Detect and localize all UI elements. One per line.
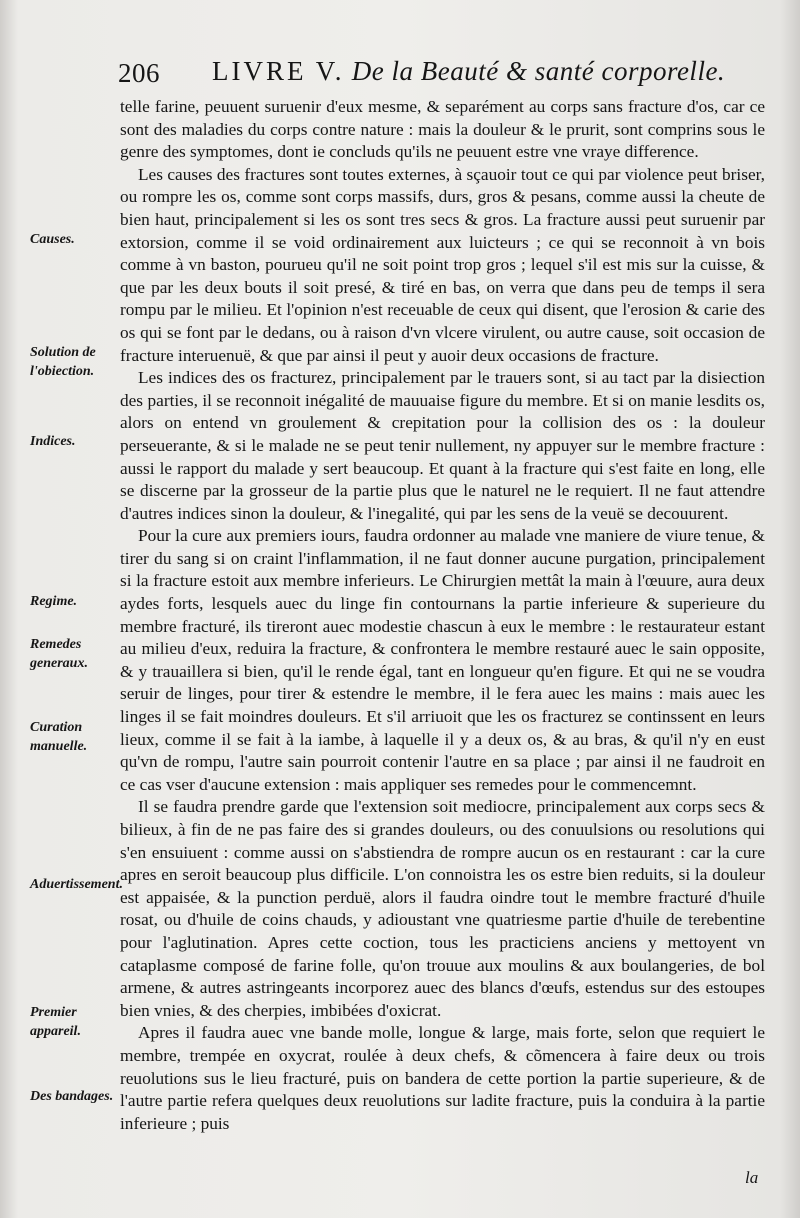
margin-note: Regime. xyxy=(30,594,78,609)
running-title xyxy=(212,56,725,87)
paragraph: Pour la cure aux premiers iours, faudra ordonner au malade vne maniere de viure tenue, & tirer du sang si on craint l'inflammation, il ne faut donner aucune purgation, principalement si la fracture estoit aux membre inferieurs. Le Chirurgien mettât la main à l'œuure, aura deux aydes forts, lesquels auec du linge fin contournans la partie inferieure & superieure du membre fracturé, ils tireront auec modestie chascun à eux le membre : le restaurateur estant au milieu d'eux, reduira la fracture, & confrontera le membre restauré auec le sain opposite, & y trauaillera si bien, qu'il le rende égal, tant en longueur qu'en figure. Et qui ne se voudra seruir de linges, pour tirer & estendre le membre, il le fera auec les mains : mais auec les linges il se fait moindres douleurs. Et s'il arriuoit que les os fracturez se continssent en leurs lieux, comme il se fait à la iambe, à laquelle il y a deux os, & au bras, & qu'il n'y en eust qu'vn de rompu, l'autre sain pourroit contenir l'autre en sa place ; par ainsi il ne faudroit en ce cas vser d'aucune extension : mais appliquer ses remedes pour le commencemnt. xyxy=(120,526,765,794)
page-number: 206 xyxy=(118,58,160,88)
margin-note: Des bandages. xyxy=(30,1089,114,1104)
paragraph: Apres il faudra auec vne bande molle, longue & large, mais forte, selon que requiert le membre, trempée en oxycrat, roulée à deux chefs, & cõmencera à faire deux ou trois reuolutions sus le lieu fracturé, puis on bandera de cette portion la partie superieure, & de l'autre partie refera quelques deux reuolutions sur ladite fracture, puis la conduira à la partie inferieure ; puis xyxy=(120,1023,765,1133)
margin-note: Indices. xyxy=(30,434,76,449)
margin-note: Remedes generaux. xyxy=(30,637,88,671)
body-text xyxy=(120,96,765,1135)
book-number: LIVRE V. xyxy=(212,56,345,86)
paragraph: Les indices des os fracturez, principalement par le trauers sont, si au tact par la disiection des parties, il se reconnoit inégalité de mauuaise figure du membre. Et si on manie lesdits os, alors on entend vn groulement & crepitation pour la collision des os : la douleur perseuerante, & si le malade ne se peut tenir nullement, ny appuyer sur le membre fracture : aussi le rapport du malade y sert beaucoup. Et quant à la fracture qui s'est faite en long, elle se discerne par la grosseur de la partie plus que le naturel ne le requiert. Il ne faut attendre d'autres indices sinon la douleur, & l'inegalité, qui par les sens de la veuë se decouurent. xyxy=(120,368,765,523)
paragraph: telle farine, peuuent suruenir d'eux mesme, & separément au corps sans fracture d'os, car ce sont des maladies du corps contre nature : mais la douleur & le prurit, sont comprins sous le genre des symptomes, dont ie concluds qu'ils ne peuuent estre vne vraye difference. xyxy=(120,97,765,162)
margin-note: Causes. xyxy=(30,232,75,247)
margin-note: Solution de l'obiection. xyxy=(30,345,96,379)
catchword: la xyxy=(745,1168,759,1187)
margin-note: Curation manuelle. xyxy=(30,720,88,754)
running-header xyxy=(118,56,778,94)
margin-note: Premier appareil. xyxy=(30,1005,81,1039)
paragraph: Il se faudra prendre garde que l'extension soit mediocre, principalement aux corps secs & bilieux, à fin de ne pas faire des si grandes douleurs, ou des conuulsions ou resolutions qui s'en ensuiuent : comme aussi on s'abstiendra de rompre aucun os en restaurant : car la cure apres en seroit beaucoup plus difficile. L'on connoistra les os estre bien reduits, si la douleur est appaisée, & la punction perduë, alors il faudra oindre tout le membre fracturé d'huile rosat, ou d'huile de coins chauds, y adioustant vne quatriesme partie d'huile de terebentine pour l'aglutination. Apres cette coction, tous les practiciens anciens y mettoyent vn cataplasme composé de farine folle, qu'on trouue aux moulins & aux boulangeries, de bol armene, & autres astringeants incorporez auec des blancs d'œufs, estendus sur des estoupes bien vnies, & des cherpies, imbibées d'oxicrat. xyxy=(120,797,765,1020)
margin-note: Aduertissement. xyxy=(30,877,123,892)
book-title: De la Beauté & santé corporelle. xyxy=(351,56,726,86)
paragraph: Les causes des fractures sont toutes externes, à sçauoir tout ce qui par violence peut briser, ou rompre les os, comme sont corps massifs, durs, gros & pesans, comme aussi la cheute de bien haut, principalement si les os sont tres secs & gros. La fracture aussi peut suruenir par extorsion, comme il se void ordinairement aux luicteurs ; ce qui se reconnoit à vn bois comme à vn baston, pourueu qu'il ne soit point trop gros ; lequel s'il est mis sur la cuisse, & que par les deux bouts il soit presé, & tiré en bas, on verra que dans peu de temps il sera rompu par le milieu. Et l'opinion n'est receuable de ceux qui disent, que l'erosion & carie des os qui se font par le dedans, ou à raison d'vn vlcere virulent, ou autre cause, soit occasion de fracture interuenuë, & que par ainsi il peut y auoir deux occasions de fracture. xyxy=(120,164,765,365)
